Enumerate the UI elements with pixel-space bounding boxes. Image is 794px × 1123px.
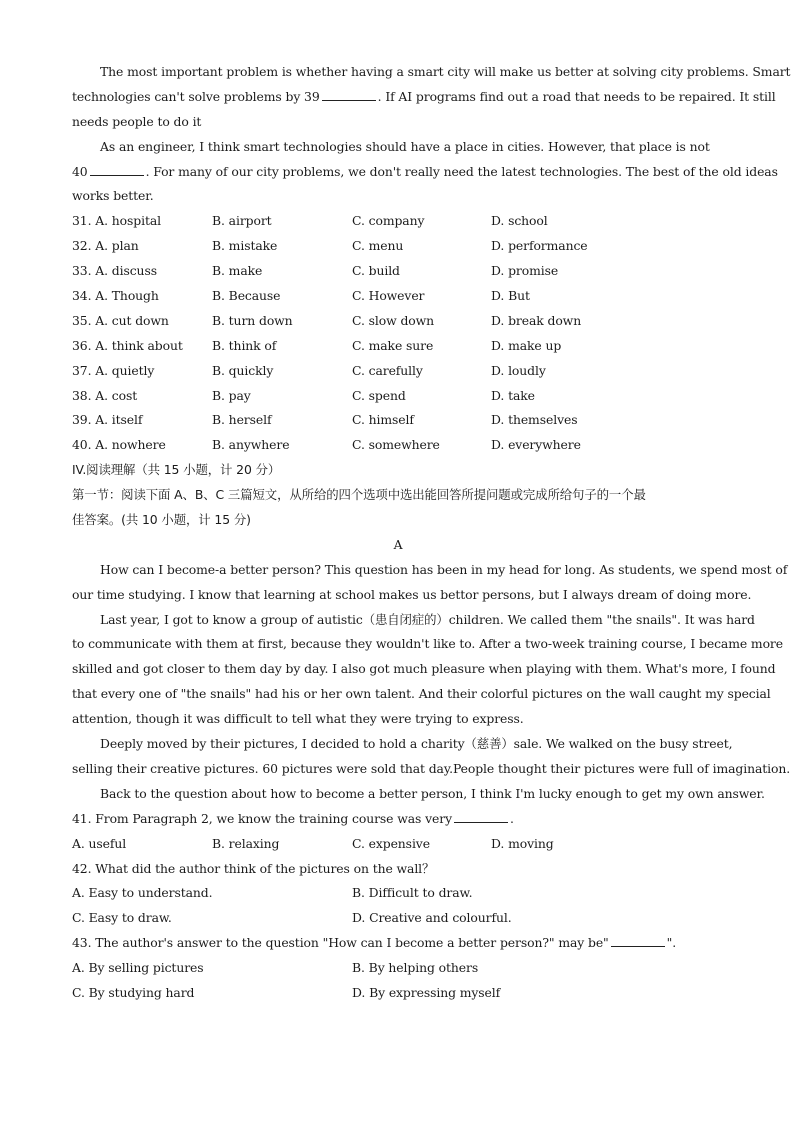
option-d: D. moving bbox=[491, 835, 554, 851]
paragraph-line: needs people to do it bbox=[72, 113, 202, 129]
option-c: C. make sure bbox=[352, 337, 434, 353]
option-b: B. Difficult to draw. bbox=[352, 885, 473, 901]
question-42-options bbox=[72, 906, 724, 931]
option-b: B. herself bbox=[212, 412, 272, 428]
option-b: B. anywhere bbox=[212, 437, 290, 453]
paragraph-line: that every one of "the snails" had his or her own talent. And their colorful pictures on the wall caught my special bbox=[72, 686, 771, 702]
paragraph-line: skilled and got closer to them day by day. I also got much pleasure when playing with them. What's more, I found bbox=[72, 661, 776, 677]
option-b: B. mistake bbox=[212, 238, 278, 254]
option-d: D. promise bbox=[491, 263, 559, 279]
option-a: 37. A. quietly bbox=[72, 362, 155, 378]
option-d: D. loudly bbox=[491, 362, 546, 378]
answer-blank bbox=[454, 809, 508, 823]
question-43 bbox=[72, 931, 724, 956]
question-43-options bbox=[72, 956, 724, 981]
option-a: 39. A. itself bbox=[72, 412, 143, 428]
question-text: 43. The author's answer to the question "How can I become a better person?" may be" bbox=[72, 935, 609, 951]
option-a: 38. A. cost bbox=[72, 387, 138, 403]
option-a: A. Easy to understand. bbox=[72, 885, 213, 901]
paragraph-line: selling their creative pictures. 60 pictures were sold that day.People thought their pictures were full of imagination. bbox=[72, 760, 791, 776]
paragraph-line: Deeply moved by their pictures, I decided to hold a charity（慈善）sale. We walked on the busy street, bbox=[100, 736, 733, 752]
text: . For many of our city problems, we don't really need the latest technologies. The best of the old ideas bbox=[145, 163, 778, 179]
option-c: C. Easy to draw. bbox=[72, 910, 172, 926]
question-43-options bbox=[72, 981, 724, 1006]
option-a: 31. A. hospital bbox=[72, 213, 161, 229]
option-c: C. menu bbox=[352, 238, 404, 254]
option-d: D. make up bbox=[491, 337, 562, 353]
paragraph-line bbox=[72, 160, 778, 185]
cloze-option-row bbox=[72, 309, 724, 334]
paragraph-line: The most important problem is whether having a smart city will make us better at solving city problems. Smart bbox=[100, 64, 791, 79]
cloze-option-row bbox=[72, 359, 724, 384]
cloze-option-row bbox=[72, 334, 724, 359]
question-41 bbox=[72, 807, 724, 832]
text: 40 bbox=[72, 163, 88, 179]
option-c: C. spend bbox=[352, 387, 406, 403]
option-d: D. themselves bbox=[491, 412, 578, 428]
option-b: B. think of bbox=[212, 337, 277, 353]
option-a: A. By selling pictures bbox=[72, 960, 204, 976]
option-c: C. somewhere bbox=[352, 437, 440, 453]
option-d: D. Creative and colourful. bbox=[352, 910, 512, 926]
option-c: C. build bbox=[352, 263, 400, 279]
option-b: B. By helping others bbox=[352, 960, 479, 976]
option-a: 40. A. nowhere bbox=[72, 437, 166, 453]
paragraph-line: Back to the question about how to become a better person, I think I'm lucky enough to get my own answer. bbox=[100, 785, 765, 801]
option-d: D. performance bbox=[491, 238, 588, 254]
paragraph-line: works better. bbox=[72, 188, 154, 204]
cloze-option-row bbox=[72, 259, 724, 284]
option-a: A. useful bbox=[72, 835, 127, 851]
cloze-option-row bbox=[72, 234, 724, 259]
text: . If AI programs find out a road that needs to be repaired. It still bbox=[377, 88, 776, 104]
cloze-option-row bbox=[72, 384, 724, 409]
option-d: D. school bbox=[491, 213, 548, 229]
option-b: B. quickly bbox=[212, 362, 274, 378]
exam-page bbox=[72, 60, 791, 1006]
option-d: D. everywhere bbox=[491, 437, 581, 453]
option-d: D. But bbox=[491, 288, 530, 304]
answer-blank bbox=[611, 933, 665, 947]
option-b: B. airport bbox=[212, 213, 272, 229]
option-a: 33. A. discuss bbox=[72, 263, 157, 279]
cloze-option-row bbox=[72, 433, 724, 458]
option-b: B. relaxing bbox=[212, 835, 280, 851]
option-c: C. By studying hard bbox=[72, 984, 195, 1000]
option-b: B. turn down bbox=[212, 312, 293, 328]
paragraph-line: How can I become-a better person? This question has been in my head for long. As students, we spend most of bbox=[100, 561, 788, 577]
question-41-options bbox=[72, 832, 724, 857]
answer-blank bbox=[90, 162, 144, 176]
cloze-option-row bbox=[72, 209, 724, 234]
option-d: D. take bbox=[491, 387, 535, 403]
passage-label: A bbox=[393, 536, 403, 552]
option-a: 36. A. think about bbox=[72, 337, 183, 353]
answer-blank bbox=[322, 87, 376, 101]
option-b: B. pay bbox=[212, 387, 251, 403]
question-text: 41. From Paragraph 2, we know the training course was very bbox=[72, 810, 452, 826]
option-b: B. make bbox=[212, 263, 263, 279]
option-b: B. Because bbox=[212, 288, 281, 304]
text: technologies can't solve problems by 39 bbox=[72, 88, 320, 104]
option-c: C. carefully bbox=[352, 362, 423, 378]
text: . bbox=[509, 810, 514, 826]
cloze-option-row bbox=[72, 284, 724, 309]
option-a: 34. A. Though bbox=[72, 288, 159, 304]
section-title: IV.阅读理解（共 15 小题，计 20 分） bbox=[72, 462, 281, 478]
paragraph-line: attention, though it was difficult to tell what they were trying to express. bbox=[72, 711, 524, 727]
text: ". bbox=[666, 935, 677, 951]
option-c: C. himself bbox=[352, 412, 414, 428]
option-c: C. company bbox=[352, 213, 425, 229]
paragraph-line: As an engineer, I think smart technologies should have a place in cities. However, that place is not bbox=[100, 138, 710, 154]
question-42-options bbox=[72, 881, 724, 906]
option-c: C. slow down bbox=[352, 312, 435, 328]
cloze-option-row bbox=[72, 408, 724, 433]
option-a: 35. A. cut down bbox=[72, 312, 169, 328]
option-d: D. By expressing myself bbox=[352, 984, 501, 1000]
section-instruction: 第一节：阅读下面 A、B、C 三篇短文，从所给的四个选项中选出能回答所提问题或完成所给句子的一个最 bbox=[72, 487, 646, 503]
option-d: D. break down bbox=[491, 312, 582, 328]
paragraph-line: our time studying. I know that learning at school makes us bettor persons, but I always dream of doing more. bbox=[72, 586, 752, 602]
paragraph-line: Last year, I got to know a group of autistic（患自闭症的）children. We called them "the snails". It was hard bbox=[100, 611, 755, 627]
section-instruction: 佳答案。(共 10 小题，计 15 分) bbox=[72, 512, 251, 528]
option-c: C. However bbox=[352, 288, 425, 304]
question-42: 42. What did the author think of the pictures on the wall？ bbox=[72, 860, 435, 876]
option-c: C. expensive bbox=[352, 835, 430, 851]
paragraph-line bbox=[72, 85, 776, 110]
option-a: 32. A. plan bbox=[72, 238, 139, 254]
paragraph-line: to communicate with them at first, because they wouldn't like to. After a two-week training course, I became more bbox=[72, 636, 783, 652]
